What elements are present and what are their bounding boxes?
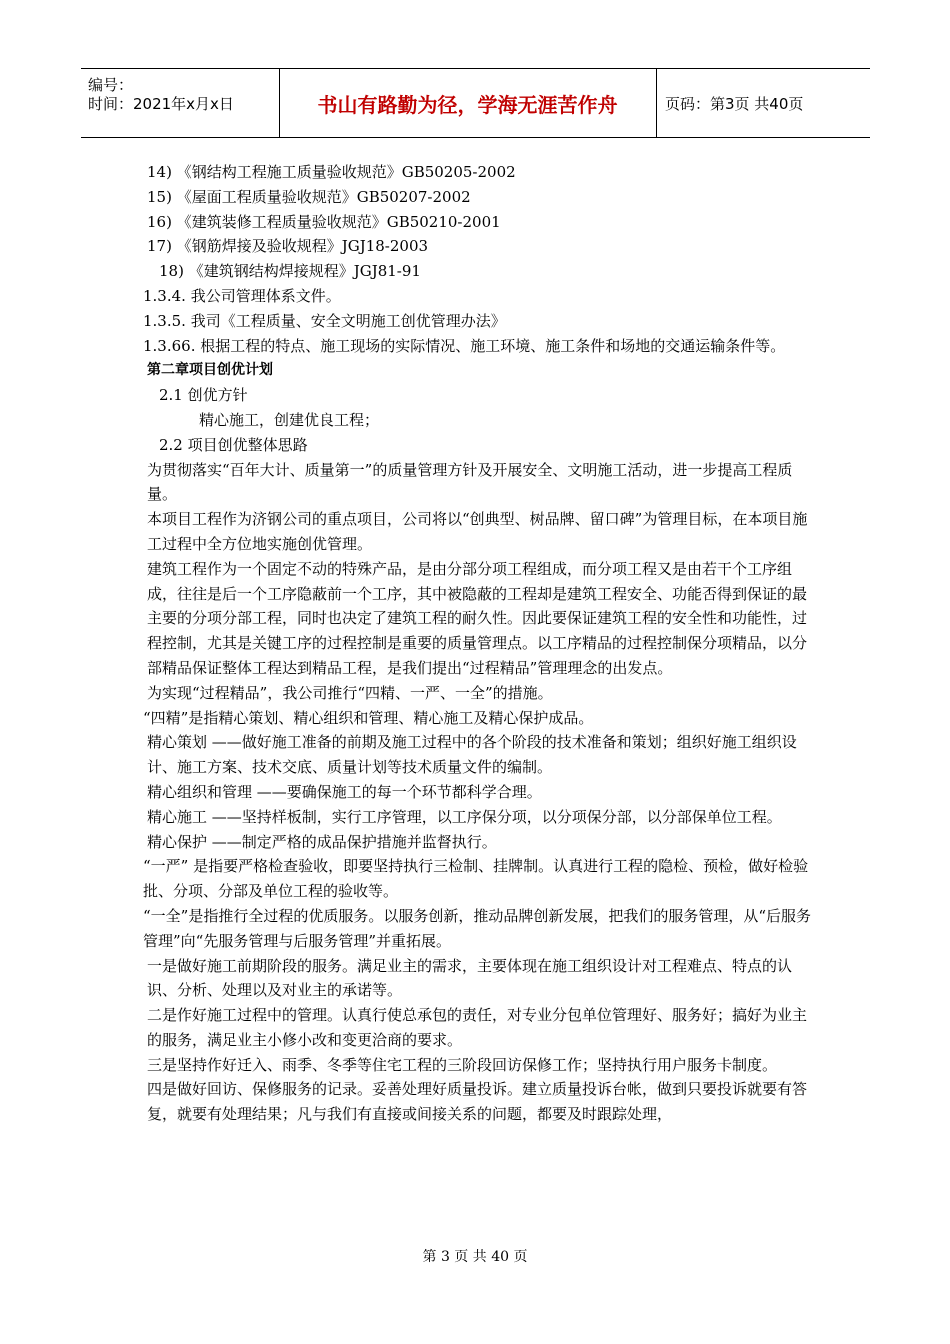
page-header xyxy=(81,68,870,138)
list-item: 18) 《建筑钢结构焊接规程》JGJ81-91 xyxy=(159,262,421,281)
paragraph: 精心策划 ——做好施工准备的前期及施工过程中的各个阶段的技术准备和策划；组织好施工组织设计、施工方案、技术交底、质量计划等技术质量文件的编制。 xyxy=(147,733,797,777)
paragraph: 四是做好回访、保修服务的记录。妥善处理好质量投诉。建立质量投诉台帐，做到只要投诉就要有答复，就要有处理结果；凡与我们有直接或间接关系的问题，都要及时跟踪处理， xyxy=(147,1080,808,1124)
paragraph: 建筑工程作为一个固定不动的特殊产品，是由分部分项工程组成，而分项工程又是由若干个工序组成，往往是后一个工序隐蔽前一个工序，其中被隐蔽的工程却是建筑工程安全、功能否得到保证的最主要的分项分部工程，同时也决定了建筑工程的耐久性。因此要保证建筑工程的安全性和功能性，过程控制，尤其是关键工序的过程控制是重要的质量管理点。以工序精品的过程控制保分项精品，以分部精品保证整体工程达到精品工程，是我们提出“过程精品”管理理念的出发点。 xyxy=(147,559,808,677)
list-item: 17) 《钢筋焊接及验收规程》JGJ18-2003 xyxy=(147,237,429,256)
header-page-label: 页码：第3页 共40页 xyxy=(665,94,804,113)
paragraph: “一严” 是指要严格检查验收，即要坚持执行三检制、挂牌制。认真进行工程的隐检、预检，做好检验批、分项、分部及单位工程的验收等。 xyxy=(143,857,809,901)
list-item: 15) 《屋面工程质量验收规范》GB50207-2002 xyxy=(147,187,471,206)
document-body xyxy=(143,160,813,1127)
paragraph: 精心组织和管理 ——要确保施工的每一个环节都科学合理。 xyxy=(147,782,542,801)
number-label: 编号： xyxy=(88,76,134,94)
section-1-3-5: 1.3.5. 我司《工程质量、安全文明施工创优管理办法》 xyxy=(143,311,506,330)
paragraph: 三是坚持作好迁入、雨季、冬季等住宅工程的三阶段回访保修工作；坚持执行用户服务卡制度。 xyxy=(147,1055,778,1074)
chapter-title: 第二章项目创优计划 xyxy=(147,362,273,379)
paragraph: 精心保护 ——制定严格的成品保护措施并监督执行。 xyxy=(147,832,497,851)
paragraph: 为实现“过程精品”，我公司推行“四精、一严、一全”的措施。 xyxy=(147,683,553,702)
date-label: 时间：2021年x月x日 xyxy=(88,95,234,113)
list-item: 14) 《钢结构工程施工质量验收规范》GB50205-2002 xyxy=(147,163,516,181)
section-2-2-heading: 2.2 项目创优整体思路 xyxy=(159,435,308,454)
list-item: 16) 《建筑装修工程质量验收规范》GB50210-2001 xyxy=(147,212,501,231)
header-meta xyxy=(81,69,280,137)
paragraph: 二是作好施工过程中的管理。认真行使总承包的责任，对专业分包单位管理好、服务好；搞好为业主的服务，满足业主小修小改和变更洽商的要求。 xyxy=(147,1006,808,1049)
paragraph: 精心施工 ——坚持样板制，实行工序管理，以工序保分项，以分项保分部，以分部保单位工程。 xyxy=(147,807,782,826)
header-motto: 书山有路勤为径，学海无涯苦作舟 xyxy=(279,69,657,137)
paragraph: 本项目工程作为济钢公司的重点项目，公司将以“创典型、树品牌、留口碑”为管理目标，在本项目施工过程中全方位地实施创优管理。 xyxy=(147,510,808,553)
paragraph: “四精”是指精心策划、精心组织和管理、精心施工及精心保护成品。 xyxy=(143,708,594,727)
section-1-3-4: 1.3.4. 我公司管理体系文件。 xyxy=(143,286,341,305)
paragraph: 一是做好施工前期阶段的服务。满足业主的需求，主要体现在施工组织设计对工程难点、特点的认识、分析、处理以及对业主的承诺等。 xyxy=(147,956,793,1000)
section-2-1-heading: 2.1 创优方针 xyxy=(159,386,248,405)
paragraph: 为贯彻落实“百年大计、质量第一”的质量管理方针及开展安全、文明施工活动，进一步提高工程质量。 xyxy=(147,460,793,504)
paragraph: “一全”是指推行全过程的优质服务。以服务创新，推动品牌创新发展，把我们的服务管理，从“后服务管理”向“先服务管理与后服务管理”并重拓展。 xyxy=(143,906,812,950)
section-2-1-text: 精心施工，创建优良工程； xyxy=(199,410,380,429)
page-footer: 第 3 页 共 40 页 xyxy=(422,1249,528,1265)
section-1-3-66: 1.3.66. 根据工程的特点、施工现场的实际情况、施工环境、施工条件和场地的交通运输条件等。 xyxy=(143,336,786,355)
